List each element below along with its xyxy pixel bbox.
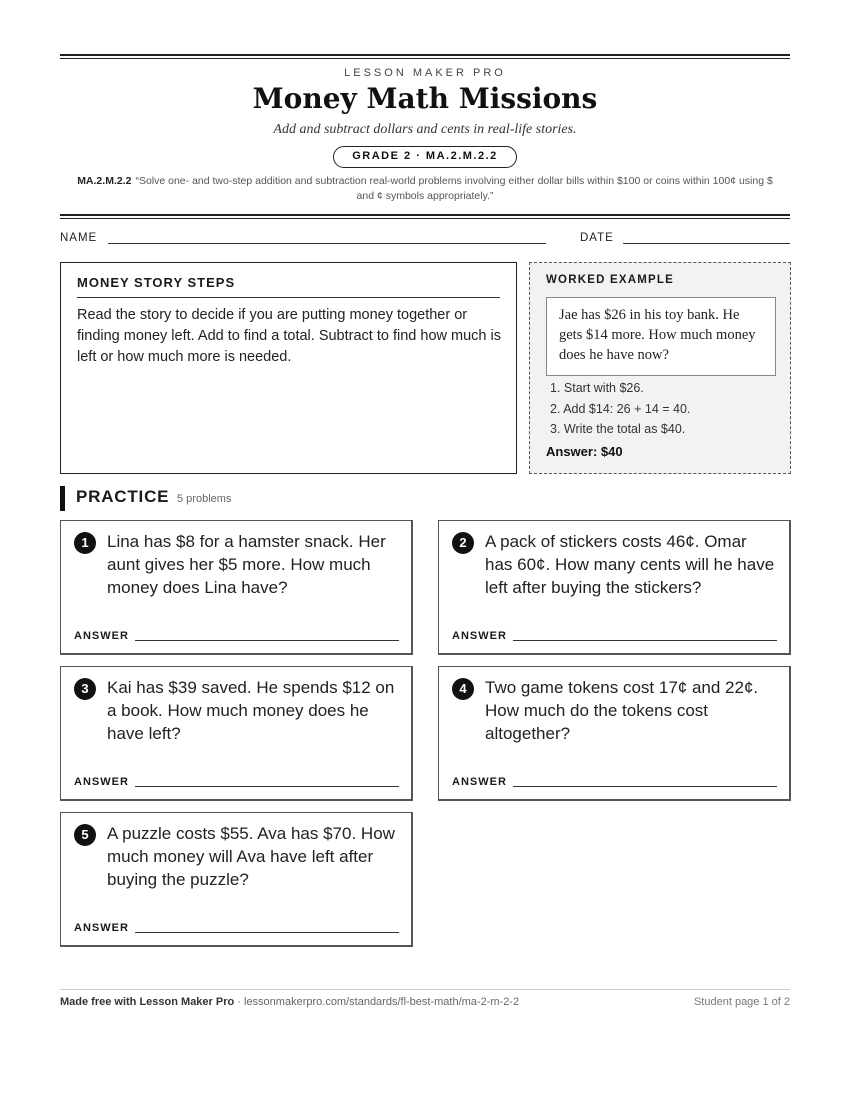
name-field[interactable]: [108, 243, 546, 244]
answer-line[interactable]: [513, 786, 777, 787]
problem-number-badge: 3: [74, 678, 96, 700]
standard-description: [70, 174, 780, 204]
problem-number-badge: 5: [74, 824, 96, 846]
footer-url[interactable]: · lessonmakerpro.com/standards/fl-best-math/ma-2-m-2-2: [237, 996, 520, 1008]
problem-card-3: [60, 666, 413, 801]
brand-name: LESSON MAKER PRO: [344, 67, 506, 79]
footer-made-with: Made free with Lesson Maker Pro: [60, 996, 235, 1008]
example-title: WORKED EXAMPLE: [546, 274, 674, 286]
practice-accent-bar: [60, 486, 65, 511]
page-title: Money Math Missions: [252, 82, 598, 115]
steps-title: MONEY STORY STEPS: [77, 275, 236, 290]
answer-line[interactable]: [513, 640, 777, 641]
example-answer: Answer: $40: [546, 444, 623, 459]
answer-label: ANSWER: [74, 776, 129, 788]
steps-divider: [77, 297, 500, 298]
answer-line[interactable]: [135, 932, 399, 933]
grade-badge: GRADE 2 · MA.2.M.2.2: [333, 146, 517, 168]
worked-example-panel: [529, 262, 791, 474]
problem-text: Lina has $8 for a hamster snack. Her aunt gives her $5 more. How much money does Lina have?: [107, 532, 386, 597]
problem-number-badge: 2: [452, 532, 474, 554]
money-story-steps-panel: [60, 262, 517, 474]
example-steps: [550, 378, 690, 440]
page-subtitle: Add and subtract dollars and cents in real-life stories.: [273, 122, 577, 137]
answer-line[interactable]: [135, 640, 399, 641]
problem-card-5: [60, 812, 413, 947]
problem-text: A puzzle costs $55. Ava has $70. How much money will Ava have left after buying the puzzle?: [107, 824, 395, 889]
date-label: DATE: [580, 232, 614, 244]
problem-text: Kai has $39 saved. He spends $12 on a book. How much money does he have left?: [107, 678, 395, 743]
answer-label: ANSWER: [452, 776, 507, 788]
name-label: NAME: [60, 232, 98, 244]
example-step: 1. Start with $26.: [550, 381, 644, 395]
problem-card-2: [438, 520, 791, 655]
problem-number-badge: 1: [74, 532, 96, 554]
answer-label: ANSWER: [452, 630, 507, 642]
standard-text: “Solve one- and two-step addition and subtraction real-world problems involving either dollar bills within $100 or coins within 100¢ using $ and ¢ symbols appropriately.”: [135, 175, 773, 202]
footer-page-number: Student page 1 of 2: [693, 996, 790, 1008]
footer-credit: [60, 996, 519, 1008]
example-story: Jae has $26 in his toy bank. He gets $14 more. How much money does he have now?: [546, 297, 776, 376]
answer-label: ANSWER: [74, 630, 129, 642]
problem-card-1: [60, 520, 413, 655]
problem-number-badge: 4: [452, 678, 474, 700]
header-bottom-rule: [60, 214, 790, 219]
footer-divider: [60, 989, 790, 990]
problem-card-4: [438, 666, 791, 801]
top-double-rule: [60, 54, 790, 59]
example-step: 2. Add $14: 26 + 14 = 40.: [550, 401, 691, 416]
example-step: 3. Write the total as $40.: [550, 422, 686, 436]
practice-title: PRACTICE: [76, 487, 170, 506]
problem-text: A pack of stickers costs 46¢. Omar has 60¢. How many cents will he have left after buying the stickers?: [485, 532, 775, 597]
date-field[interactable]: [623, 243, 790, 244]
problem-text: Two game tokens cost 17¢ and 22¢. How much do the tokens cost altogether?: [485, 678, 759, 743]
answer-label: ANSWER: [74, 922, 129, 934]
answer-line[interactable]: [135, 786, 399, 787]
standard-code: MA.2.M.2.2: [77, 175, 132, 187]
practice-count: 5 problems: [177, 493, 232, 505]
steps-body: Read the story to decide if you are putting money together or finding money left. Add to find a total. Subtract to find how much is left or how much more is needed.: [77, 307, 501, 365]
